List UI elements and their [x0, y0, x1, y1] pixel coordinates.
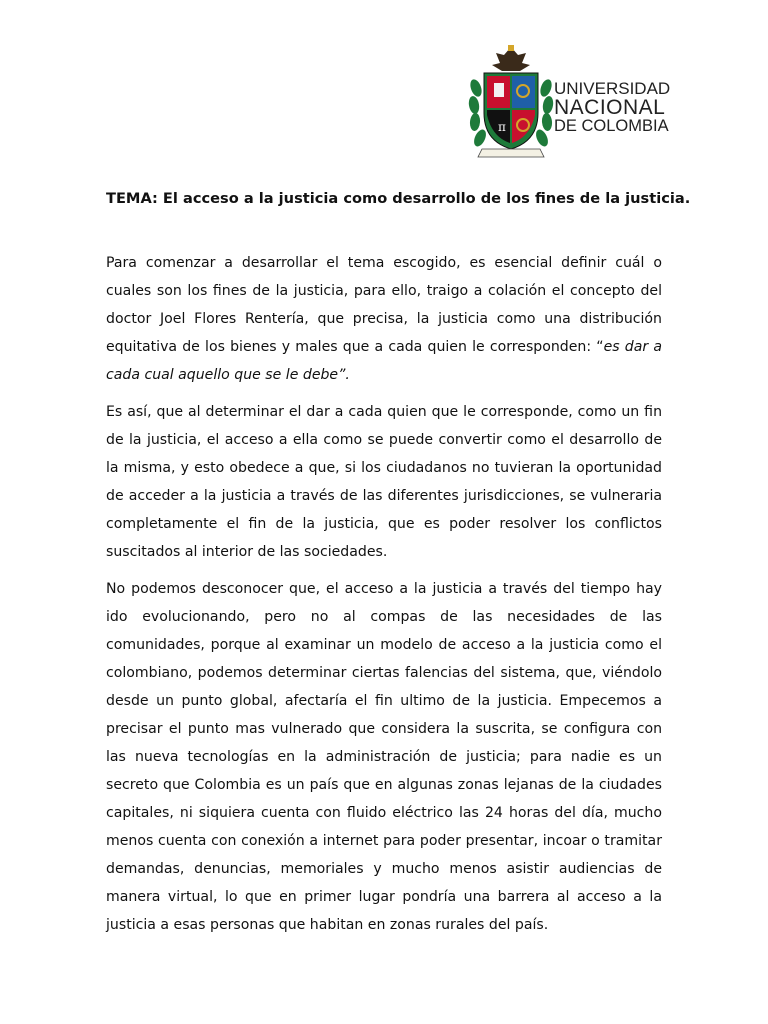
university-crest-icon — [468, 43, 554, 163]
logo-line-3: DE COLOMBIA — [554, 117, 669, 135]
svg-text:π: π — [498, 120, 506, 134]
document-body — [106, 249, 662, 948]
university-name — [554, 79, 670, 136]
university-logo — [468, 43, 671, 163]
paragraph-1 — [106, 249, 662, 389]
paragraph-1-quote: es dar a cada cual aquello que se le debe”. — [106, 339, 662, 383]
paragraph-3: No podemos desconocer que, el acceso a la justicia a través del tiempo hay ido evolucionando, pero no al compas de las necesidades de las comunidades, porque al examinar un modelo de acceso a la justicia como el colombiano, podemos determinar ciertas falencias del sistema, que, viéndolo desde un punto global, afectaría el fin ultimo de la justicia. Empecemos a precisar el punto mas vulnerado que considera la suscrita, se configura con las nueva tecnologías en la administración de justicia; para nadie es un secreto que Colombia es un país que en algunas zonas lejanas de la ciudades capitales, ni siquiera cuenta con fluido eléctrico las 24 horas del día, mucho menos cuenta con conexión a internet para poder presentar, incoar o tramitar demandas, denuncias, memoriales y mucho menos asistir audiencias de manera virtual, lo que en primer lugar pondría una barrera al acceso a la justicia a esas personas que habitan en zonas rurales del país. — [106, 581, 662, 933]
paragraph-2: Es así, que al determinar el dar a cada quien que le corresponde, como un fin de la justicia, el acceso a ella como se puede convertir como el desarrollo de la misma, y esto obedece a que, si los ciudadanos no tuvieran la oportunidad de acceder a la justicia a través de las diferentes jurisdicciones, se vulneraria completamente el fin de la justicia, que es poder resolver los conflictos suscitados al interior de las sociedades. — [106, 404, 662, 560]
paragraph-1-text: Para comenzar a desarrollar el tema escogido, es esencial definir cuál o cuales son los fines de la justicia, para ello, traigo a colación el concepto del doctor Joel Flores Rentería, que precisa, la justicia como una distribución equitativa de los bienes y males que a cada quien le corresponden: “ — [106, 255, 662, 355]
document-heading: TEMA: El acceso a la justicia como desarrollo de los fines de la justicia. — [106, 190, 691, 207]
logo-line-1: UNIVERSIDAD — [554, 79, 671, 98]
logo-line-2: NACIONAL — [554, 96, 666, 119]
